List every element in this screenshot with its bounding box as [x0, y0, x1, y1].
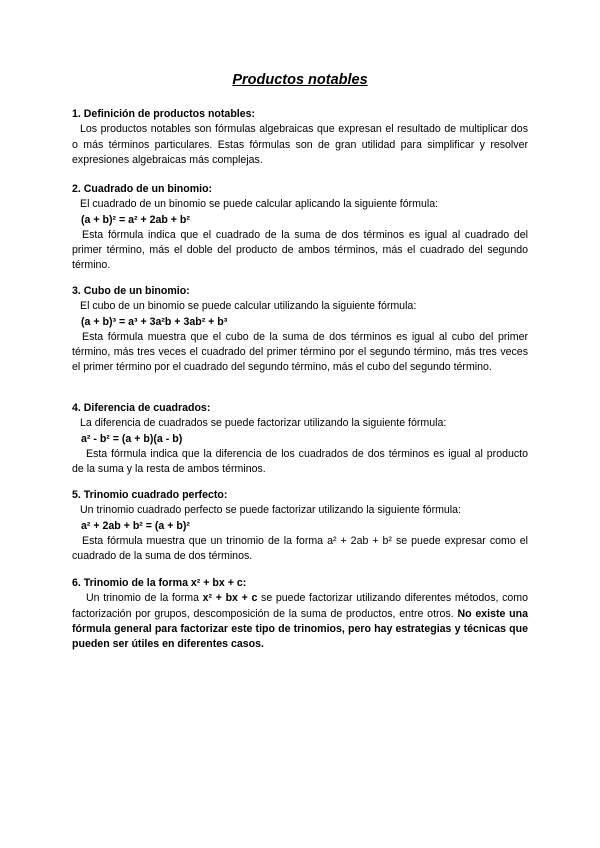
formula: (a + b)³ = a³ + 3a²b + 3ab² + b³	[81, 315, 228, 328]
section-paragraph: Esta fórmula indica que la diferencia de los cuadrados de dos términos es igual al producto de la suma y la resta de ambos términos.	[72, 447, 528, 476]
text-segment: se puede factorizar utilizando diferentes métodos, como factorización por grupos, descomposición de la suma de productos, entre otros.	[72, 592, 528, 620]
section-paragraph: Los productos notables son fórmulas algebraicas que expresan el resultado de multiplicar dos o más términos particulares. Estas fórmulas son de gran utilidad para simplificar y resolver expresiones algebraicas más complejas.	[72, 123, 528, 166]
section-intro: El cubo de un binomio se puede calcular utilizando la siguiente fórmula:	[80, 300, 417, 313]
formula: a² - b² = (a + b)(a - b)	[81, 432, 183, 445]
section-paragraph: Esta fórmula muestra que el cubo de la suma de dos términos es igual al cubo del primer término, más tres veces el cuadrado del primer término por el segundo término, más tres veces el primer término por el cuadrado del segundo término, más el cubo del segundo término.	[72, 330, 528, 374]
section-definicion	[72, 107, 528, 168]
section-trinomio-forma	[72, 576, 528, 652]
section-cuadrado-binomio	[72, 182, 528, 274]
bold-closing: No existe una fórmula general para factorizar este tipo de trinomios, pero hay estrategias y técnicas que pueden ser útiles en diferentes casos.	[72, 607, 528, 651]
formula: a² + 2ab + b² = (a + b)²	[81, 519, 190, 532]
section-paragraph: Esta fórmula muestra que un trinomio de la forma a² + 2ab + b² se puede expresar como el cuadrado de la suma de dos términos.	[72, 534, 528, 563]
section-heading: 4. Diferencia de cuadrados:	[72, 402, 211, 414]
section-heading: 2. Cuadrado de un binomio:	[72, 183, 213, 195]
formula: (a + b)² = a² + 2ab + b²	[81, 213, 190, 226]
section-trinomio-cuadrado-perfecto	[72, 488, 528, 564]
section-intro: La diferencia de cuadrados se puede factorizar utilizando la siguiente fórmula:	[80, 417, 447, 430]
section-intro: El cuadrado de un binomio se puede calcular aplicando la siguiente fórmula:	[80, 198, 439, 211]
section-heading: 1. Definición de productos notables:	[72, 108, 256, 120]
section-paragraph: Esta fórmula indica que el cuadrado de la suma de dos términos es igual al cuadrado del primer término, más el doble del producto de ambos términos, más el cuadrado del segundo término.	[72, 228, 528, 272]
section-diferencia-cuadrados	[72, 401, 528, 477]
section-heading: 5. Trinomio cuadrado perfecto:	[72, 489, 228, 501]
section-intro: Un trinomio cuadrado perfecto se puede factorizar utilizando la siguiente fórmula:	[80, 504, 461, 517]
section-heading: 6. Trinomio de la forma x² + bx + c:	[72, 577, 247, 589]
section-cubo-binomio	[72, 284, 528, 376]
page-title: Productos notables	[232, 72, 368, 88]
bold-term: x² + bx + c	[202, 592, 258, 605]
text-segment: Un trinomio de la forma	[86, 592, 203, 605]
section-paragraph	[72, 591, 528, 652]
section-heading: 3. Cubo de un binomio:	[72, 285, 190, 297]
